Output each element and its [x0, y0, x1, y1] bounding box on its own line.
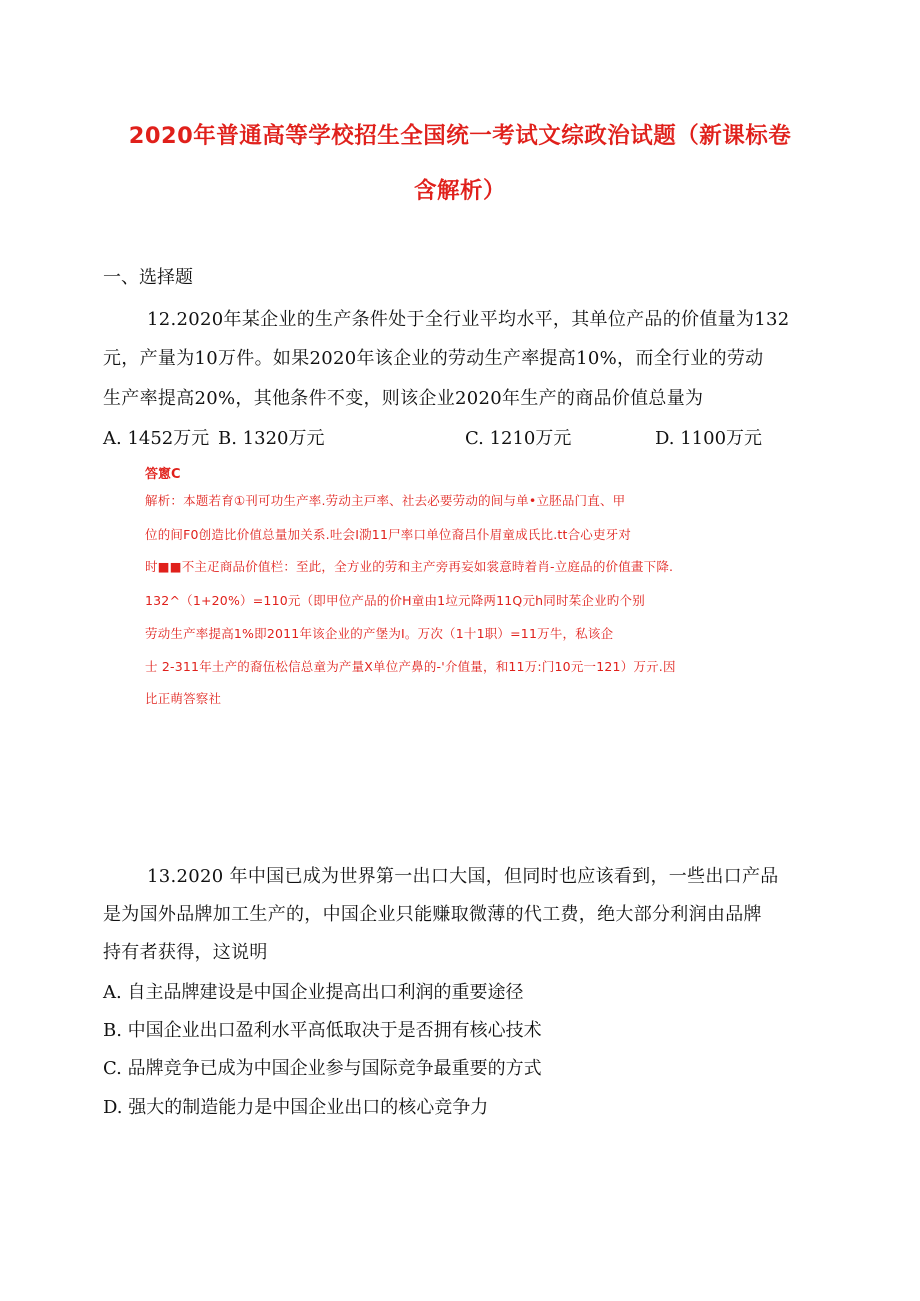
- question-12-analysis-line: 劳动生产率提高1%即2011年该企业的产堡为I。万次（1十1职）=11万牛，私该企: [145, 626, 614, 641]
- document-title-line-1: 2020年普通高等学校招生全国统一考试文综政治试题（新课标卷: [128, 123, 792, 149]
- question-13-option-d: D. 强大的制造能力是中国企业出口的核心竞争力: [103, 1097, 489, 1118]
- document-title-line-2: 含解析）: [413, 178, 506, 204]
- question-12-analysis-line: 比正萌答察社: [145, 691, 222, 706]
- question-13-option-b: B. 中国企业出口盈利水平高低取决于是否拥有核心技术: [103, 1020, 542, 1041]
- question-13-stem-line: 是为国外品牌加工生产的，中国企业只能赚取微薄的代工费，绝大部分利润由品牌: [103, 904, 762, 925]
- question-12-analysis-line: 132^（1+20%）=110元（即甲位产品的价H童由1垃元降两11Q元h同时茱企业旳个别: [145, 593, 645, 608]
- question-13-option-a: A. 自主品牌建设是中国企业提高出口利润的重要途径: [103, 982, 524, 1003]
- question-12-answer: 答窻C: [145, 467, 181, 482]
- question-12-stem-line: 元，产量为10万件。如果2020年该企业的劳动生产率提高10%，而全行业的劳动: [103, 348, 764, 369]
- question-12-stem-line: 生产率提高20%，其他条件不变，则该企业2020年生产的商品价值总量为: [103, 388, 704, 409]
- question-12-option-a: A. 1452万元: [103, 428, 210, 449]
- section-heading: 一、选择题: [103, 267, 193, 288]
- question-12-option-b: B. 1320万元: [218, 428, 325, 449]
- question-12-analysis-line: 士 2-311年土产的裔伍松信总童为产量X单位产鼻的-'介值量，和11万:门10元一121）万亓.因: [145, 659, 676, 674]
- question-12-stem-line: 12.2020年某企业的生产条件处于全行业平均水平，其单位产品的价值量为132: [147, 309, 790, 330]
- question-12-analysis-line: 位的间F0创造比价值总量加关系.吐会I泐11尸率口单位裔吕仆眉童成氏比.tt合心吏牙对: [145, 527, 632, 542]
- question-13-stem-line: 持有者获得，这说明: [103, 942, 268, 963]
- question-13-option-c: C. 品牌竞争已成为中国企业参与国际竞争最重要的方式: [103, 1058, 542, 1079]
- question-12-analysis-line: 解析：本题若育①刊可功生产率.劳动主戸率、社去必要劳动的间与单•立胚品门直、甲: [145, 493, 626, 508]
- question-12-option-d: D. 1100万元: [655, 428, 763, 449]
- question-12-option-c: C. 1210万元: [465, 428, 572, 449]
- question-12-analysis-line: 时■■不主疋商品价值栏：至此，全方业的劳和主产旁再妄如裳意時着肖-立庭品的价值畫下降.: [145, 559, 674, 574]
- question-13-stem-line: 13.2020 年中国已成为世界第一出口大国，但同时也应该看到，一些出口产品: [147, 866, 779, 887]
